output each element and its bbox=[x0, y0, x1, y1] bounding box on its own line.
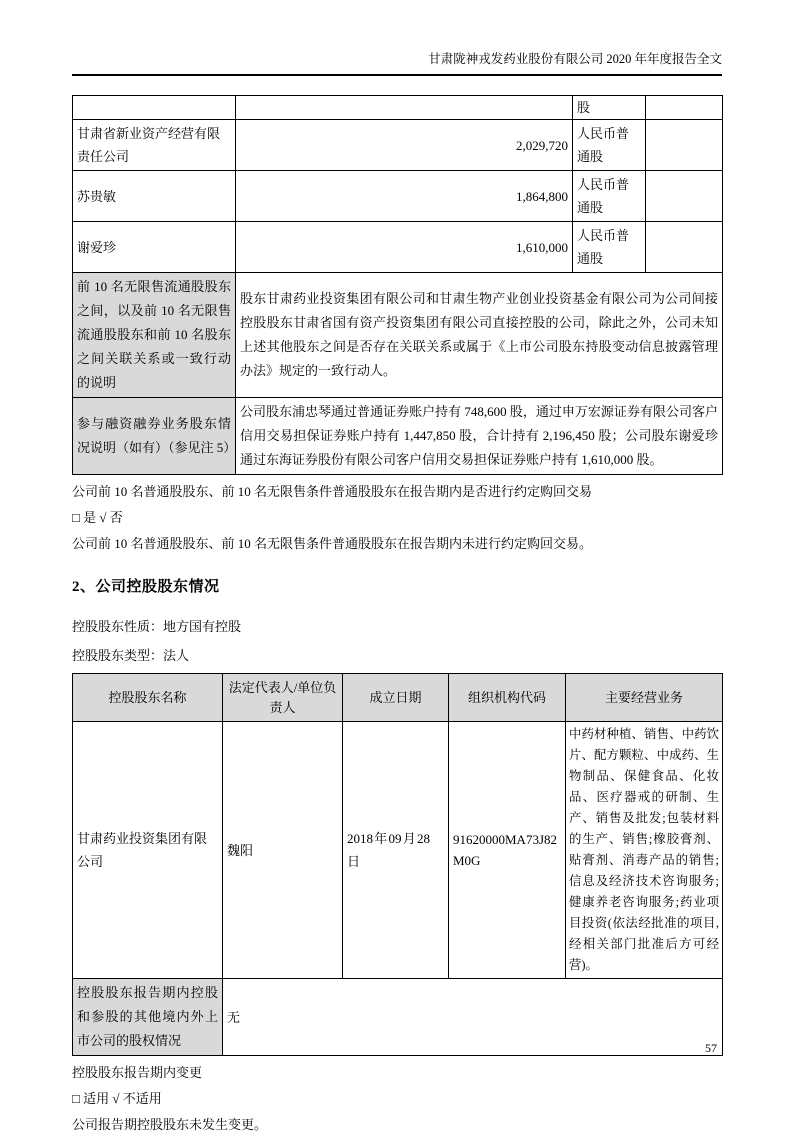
change-title: 控股股东报告期内变更 bbox=[72, 1065, 203, 1080]
share-type-cell: 人民币普通股 bbox=[573, 222, 646, 273]
business-scope-cell: 中药材种植、销售、中药饮片、配方颗粒、中成药、生物制品、保健食品、化妆品、医疗器戒的研制、生产、销售及批发;包装材料的生产、销售;橡胶膏剂、贴膏剂、消毒产品的销售;信息及经济技术咨询服务;健康养老咨询服务;药业项目投资(依法经批准的项目,经相关部门批准后方可经营)。 bbox=[566, 722, 723, 979]
shares-cell: 2,029,720 bbox=[236, 120, 573, 171]
other-holdings-label-cell: 控股股东报告期内控股和参股的其他境内外上市公司的股权情况 bbox=[73, 979, 223, 1056]
column-header: 法定代表人/单位负责人 bbox=[223, 674, 343, 722]
extra-cell bbox=[646, 120, 723, 171]
top-shareholders-table bbox=[72, 95, 723, 475]
extra-cell bbox=[646, 222, 723, 273]
table-row bbox=[73, 171, 723, 222]
repurchase-question: 公司前 10 名普通股股东、前 10 名无限售条件普通股股东在报告期内是否进行约定购回交易 bbox=[72, 484, 593, 499]
table-row bbox=[73, 222, 723, 273]
controller-type: 控股股东类型：法人 bbox=[72, 648, 190, 663]
relation-label-cell: 前 10 名无限售流通股股东之间，以及前 10 名无限售流通股股东和前 10 名股东之间关联关系或一致行动的说明 bbox=[73, 273, 236, 398]
shares-cell: 1,610,000 bbox=[236, 222, 573, 273]
shareholder-name-cell: 苏贵敏 bbox=[73, 171, 236, 222]
share-type-cell: 人民币普通股 bbox=[573, 171, 646, 222]
repurchase-answer: 公司前 10 名普通股股东、前 10 名无限售条件普通股股东在报告期内未进行约定购回交易。 bbox=[72, 536, 593, 551]
margin-label-cell: 参与融资融券业务股东情况说明（如有）（参见注 5） bbox=[73, 398, 236, 475]
page-content bbox=[72, 0, 722, 1133]
table-row bbox=[73, 96, 723, 120]
table-header-row bbox=[73, 674, 723, 722]
column-header: 控股股东名称 bbox=[73, 674, 223, 722]
share-type-cell: 股 bbox=[573, 96, 646, 120]
org-code-cell: 91620000MA73J82M0G bbox=[449, 722, 566, 979]
controller-name-cell: 甘肃药业投资集团有限公司 bbox=[73, 722, 223, 979]
controller-nature: 控股股东性质：地方国有控股 bbox=[72, 619, 242, 634]
share-type-cell: 人民币普通股 bbox=[573, 120, 646, 171]
header-divider bbox=[72, 74, 722, 76]
shareholder-name-cell: 谢爱珍 bbox=[73, 222, 236, 273]
shareholder-name-cell bbox=[73, 96, 236, 120]
column-header: 主要经营业务 bbox=[566, 674, 723, 722]
shareholder-name-cell: 甘肃省新业资产经营有限责任公司 bbox=[73, 120, 236, 171]
column-header: 成立日期 bbox=[343, 674, 449, 722]
change-note: 公司报告期控股股东未发生变更。 bbox=[72, 1117, 268, 1132]
extra-cell bbox=[646, 96, 723, 120]
table-row bbox=[73, 120, 723, 171]
repurchase-checkbox-line: □ 是 √ 否 bbox=[72, 510, 123, 525]
change-checkbox-line: □ 适用 √ 不适用 bbox=[72, 1091, 162, 1106]
document-title: 甘肃陇神戎发药业股份有限公司 2020 年年度报告全文 bbox=[428, 52, 722, 66]
representative-cell: 魏阳 bbox=[223, 722, 343, 979]
margin-text-cell: 公司股东浦忠琴通过普通证券账户持有 748,600 股，通过申万宏源证券有限公司客户信用交易担保证券账户持有 1,447,850 股，合计持有 2,196,450 股；公司股东谢爱珍通过东海证券股份有限公司客户信用交易担保证券账户持有 1,610,000 股。 bbox=[236, 398, 723, 475]
other-holdings-value-cell: 无 bbox=[223, 979, 723, 1056]
shares-cell bbox=[236, 96, 573, 120]
other-holdings-row bbox=[73, 979, 723, 1056]
controlling-shareholder-table bbox=[72, 673, 723, 1056]
margin-note-row bbox=[73, 398, 723, 475]
document-header bbox=[72, 0, 722, 67]
section-heading: 2、公司控股股东情况 bbox=[72, 579, 220, 595]
controlling-shareholder-row bbox=[73, 722, 723, 979]
relation-note-row bbox=[73, 273, 723, 398]
relation-text-cell: 股东甘肃药业投资集团有限公司和甘肃生物产业创业投资基金有限公司为公司间接控股股东甘肃省国有资产投资集团有限公司直接控股的公司，除此之外，公司未知上述其他股东之间是否存在关联关系或属于《上市公司股东持股变动信息披露管理办法》规定的一致行动人。 bbox=[236, 273, 723, 398]
shares-cell: 1,864,800 bbox=[236, 171, 573, 222]
extra-cell bbox=[646, 171, 723, 222]
page-number: 57 bbox=[705, 1041, 717, 1055]
column-header: 组织机构代码 bbox=[449, 674, 566, 722]
established-date-cell: 2018 年 09 月 28 日 bbox=[343, 722, 449, 979]
